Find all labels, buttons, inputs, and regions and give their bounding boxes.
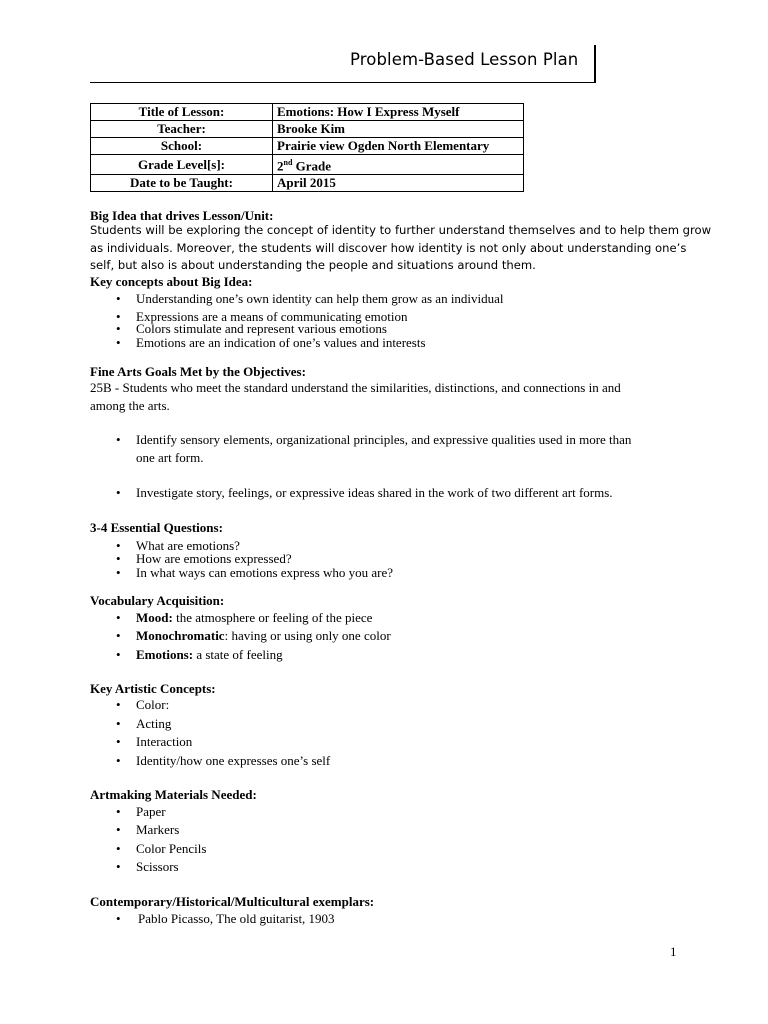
- bullet-icon: •: [116, 822, 121, 837]
- bullet-icon: •: [116, 716, 121, 731]
- table-label: School:: [91, 138, 273, 155]
- table-label: Title of Lesson:: [91, 104, 273, 121]
- grade-word: Grade: [292, 158, 332, 174]
- vocab-term: Mood:: [136, 610, 173, 625]
- table-label: Teacher:: [91, 121, 273, 138]
- bullet-icon: •: [116, 647, 121, 662]
- vocab-definition: the atmosphere or feeling of the piece: [172, 610, 373, 625]
- vocabulary-heading: Vocabulary Acquisition:: [90, 593, 225, 608]
- fine-arts-standard-line: among the arts.: [90, 398, 170, 413]
- big-idea-line: Students will be exploring the concept of identity to further understand themselves and to help them grow: [90, 223, 712, 237]
- grade-ordinal-suffix: nd: [283, 158, 293, 167]
- bullet-icon: •: [116, 753, 121, 768]
- bullet-icon: •: [116, 538, 121, 553]
- grade-number: 2: [277, 158, 284, 174]
- vocab-definition: : having or using only one color: [224, 628, 391, 643]
- table-value: Brooke Kim: [273, 121, 524, 138]
- big-idea-heading: Big Idea that drives Lesson/Unit:: [90, 208, 274, 223]
- table-value: Prairie view Ogden North Elementary: [273, 138, 524, 155]
- fine-arts-heading: Fine Arts Goals Met by the Objectives:: [90, 364, 306, 379]
- header-horizontal-rule: [90, 82, 596, 83]
- artistic-concepts-heading: Key Artistic Concepts:: [90, 681, 216, 696]
- fine-arts-standard-line: 25B - Students who meet the standard understand the similarities, distinctions, and connections in and: [90, 380, 621, 395]
- bullet-icon: •: [116, 309, 121, 324]
- bullet-icon: •: [116, 551, 121, 566]
- vocab-definition: a state of feeling: [193, 647, 283, 662]
- bullet-icon: •: [116, 697, 121, 712]
- table-label: Date to be Taught:: [91, 175, 273, 192]
- bullet-icon: •: [116, 628, 121, 643]
- table-row: [91, 155, 524, 175]
- bullet-icon: •: [116, 291, 121, 306]
- bullet-icon: •: [116, 734, 121, 749]
- big-idea-line: as individuals. Moreover, the students will discover how identity is not only about understanding one’s: [90, 241, 687, 255]
- bullet-icon: •: [116, 335, 121, 350]
- bullet-icon: •: [116, 485, 121, 500]
- key-concepts-heading: Key concepts about Big Idea:: [90, 274, 253, 289]
- table-label: Grade Level[s]:: [91, 155, 273, 175]
- essential-questions-heading: 3-4 Essential Questions:: [90, 520, 223, 535]
- bullet-icon: •: [116, 321, 121, 336]
- materials-heading: Artmaking Materials Needed:: [90, 787, 257, 802]
- big-idea-line: self, but also is about understanding the people and situations around them.: [90, 258, 536, 272]
- bullet-icon: •: [116, 859, 121, 874]
- bullet-icon: •: [116, 841, 121, 856]
- vocab-term: Monochromatic: [136, 628, 225, 643]
- lesson-info-table: [90, 103, 524, 192]
- document-title: Problem-Based Lesson Plan: [350, 50, 579, 69]
- table-row: [91, 121, 524, 138]
- table-row: [91, 104, 524, 121]
- page-number: 1: [670, 944, 677, 959]
- table-value: April 2015: [273, 175, 524, 192]
- header-vertical-rule: [594, 45, 596, 83]
- table-value: Emotions: How I Express Myself: [273, 104, 524, 121]
- bullet-icon: •: [116, 610, 121, 625]
- table-row: [91, 138, 524, 155]
- table-row: [91, 175, 524, 192]
- bullet-icon: •: [116, 565, 121, 580]
- bullet-icon: •: [116, 432, 121, 447]
- bullet-icon: •: [116, 804, 121, 819]
- bullet-icon: •: [116, 911, 121, 926]
- table-value: [273, 155, 524, 175]
- vocab-term: Emotions:: [136, 647, 194, 662]
- exemplars-heading: Contemporary/Historical/Multicultural exemplars:: [90, 894, 375, 909]
